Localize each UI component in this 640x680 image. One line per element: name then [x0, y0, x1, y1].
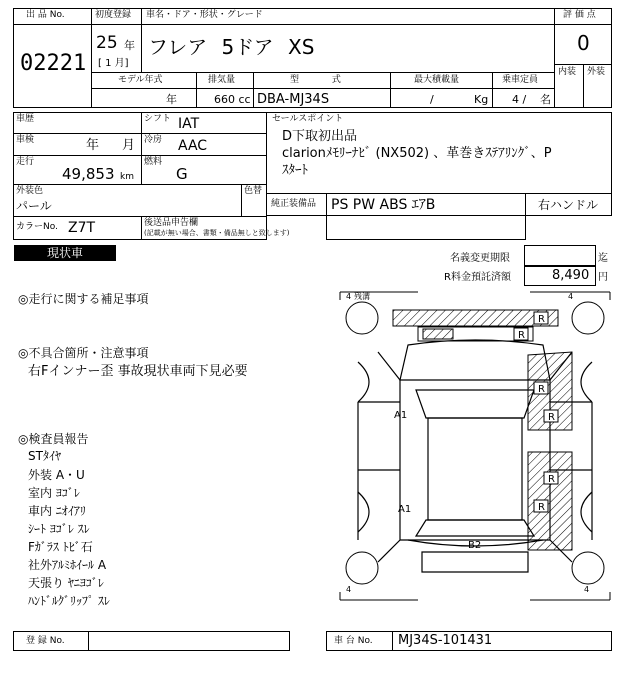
inspector-line: ｼｰﾄ ﾖｺﾞﾚ ｽﾚ — [28, 522, 90, 536]
shift-value: IAT — [178, 116, 200, 132]
exterior-label: 外装 — [587, 67, 606, 77]
car-damage-diagram — [338, 290, 612, 602]
mileage-label: 走行 — [16, 157, 35, 167]
steering-value: 右ハンドル — [538, 198, 599, 212]
lot-no-label: 出 品 No. — [26, 10, 65, 20]
chassis-label: 車 台 No. — [334, 636, 373, 646]
tire-label-fr: 4 — [568, 292, 574, 301]
inspector-line: STﾀｲﾔ — [28, 449, 61, 463]
sales-point-line-1: D下取初出品 — [282, 129, 358, 144]
repair-mark: R — [538, 314, 545, 325]
mileage-unit: km — [120, 172, 134, 182]
inspector-line: ﾊﾝﾄﾞﾙｸﾞﾘｯﾌﾟ ｽﾚ — [28, 594, 110, 608]
equipment-label: 純正装備品 — [271, 199, 317, 209]
fuel-label: 燃料 — [144, 157, 163, 167]
post-declare-label: 後送品申告欄 — [144, 218, 199, 228]
sales-point-label: セールスポイント — [272, 114, 344, 124]
year-unit: 年 — [124, 39, 135, 52]
damage-mark-b2: B2 — [468, 540, 482, 551]
capacity-value: 4 / — [512, 93, 527, 106]
interior-label: 内装 — [558, 67, 577, 77]
inspection-year: 年 — [86, 138, 100, 153]
defect-notes-title: ◎不具合箇所・注意事項 — [18, 346, 149, 360]
type-label: 型 式 — [290, 75, 341, 85]
model-name: フレア 5ドア XS — [148, 35, 315, 59]
first-reg-month: [ 1 月] — [98, 58, 129, 69]
first-reg-year: 25 — [96, 33, 118, 53]
repair-mark: R — [548, 474, 555, 485]
capacity-unit: 名 — [540, 93, 551, 106]
recycle-label: R料金預託済額 — [444, 272, 511, 283]
type-value: DBA-MJ34S — [257, 92, 330, 107]
sales-point-line-3: ｽﾀｰﾄ — [282, 163, 308, 178]
tire-label-rr: 4 — [584, 585, 590, 594]
equipment-value: PS PW ABS ｴｱB — [331, 197, 436, 213]
recycle-value: 8,490 — [552, 268, 590, 283]
model-name-label: 車名・ドア・形状・グレード — [146, 10, 263, 20]
damage-mark-a1: A1 — [398, 504, 412, 515]
lot-no: 02221 — [20, 51, 87, 76]
history-label: 車歴 — [16, 114, 35, 124]
repair-mark: R — [548, 412, 555, 423]
condition-badge: 現状車 — [14, 245, 116, 261]
ac-value: AAC — [178, 138, 208, 154]
details-block — [13, 112, 267, 240]
inspector-line: 社外ｱﾙﾐﾎｲｰﾙ A — [28, 558, 107, 572]
sales-point-line-2: clarionﾒﾓﾘｰﾅﾋﾞ (NX502) 、革巻きｽﾃｱﾘﾝｸﾞ、P — [282, 146, 552, 161]
rating-value: 0 — [577, 31, 590, 55]
max-load-value: / — [430, 93, 434, 106]
repair-mark: R — [518, 330, 525, 341]
inspector-line: 天張り ﾔﾆﾖｺﾞﾚ — [28, 576, 104, 590]
color-change-label: 色替 — [244, 186, 263, 196]
ext-color-label: 外装色 — [16, 186, 44, 196]
repair-mark: R — [538, 502, 545, 513]
displacement-value: 660 cc — [214, 93, 251, 106]
displacement-label: 排気量 — [208, 75, 236, 85]
inspector-line: 車内 ﾆｵｲｱﾘ — [28, 504, 86, 518]
equipment-extra-box — [326, 215, 526, 240]
tire-unit-fl: 残溝 — [354, 292, 370, 301]
model-year-label: モデル年式 — [118, 75, 163, 85]
max-load-label: 最大積載量 — [414, 75, 460, 85]
inspection-label: 車検 — [16, 135, 35, 145]
post-declare-note: (記載が無い場合、書類・備品無しと致します) — [144, 229, 290, 237]
color-no-value: Z7T — [68, 220, 96, 236]
name-change-label: 名義変更期限 — [450, 253, 510, 264]
recycle-unit: 円 — [598, 272, 608, 283]
name-change-unit: 迄 — [598, 253, 608, 264]
repair-mark: R — [538, 384, 545, 395]
damage-mark-a1: A1 — [394, 410, 408, 421]
tire-label-fl: 4 — [346, 292, 352, 301]
shift-label: シフト — [144, 114, 172, 124]
driving-notes-title: ◎走行に関する補足事項 — [18, 292, 149, 306]
reg-no-label: 登 録 No. — [26, 636, 65, 646]
inspector-line: 外装 A・U — [28, 468, 85, 482]
inspection-month: 月 — [122, 138, 136, 153]
inspector-line: Fｶﾞﾗｽ ﾄﾋﾞ石 — [28, 540, 93, 554]
max-load-unit: Kg — [474, 93, 489, 106]
chassis-value: MJ34S-101431 — [398, 633, 493, 648]
mileage-value: 49,853 — [62, 165, 115, 183]
inspector-line: 室内 ﾖｺﾞﾚ — [28, 486, 80, 500]
name-change-box — [524, 245, 596, 266]
inspector-report-title: ◎検査員報告 — [18, 432, 89, 446]
rating-label: 評 価 点 — [563, 10, 596, 20]
capacity-label: 乗車定員 — [502, 75, 539, 85]
model-year-value: 年 — [166, 93, 177, 106]
first-reg-label: 初度登録 — [95, 10, 132, 20]
color-no-label: カラーNo. — [16, 222, 58, 232]
defect-notes-text: 右Fインナー歪 事故現状車両下見必要 — [28, 364, 248, 379]
ac-label: 冷房 — [144, 135, 163, 145]
tire-label-rl: 4 — [346, 585, 352, 594]
fuel-value: G — [176, 165, 188, 183]
ext-color-value: パール — [16, 199, 52, 213]
